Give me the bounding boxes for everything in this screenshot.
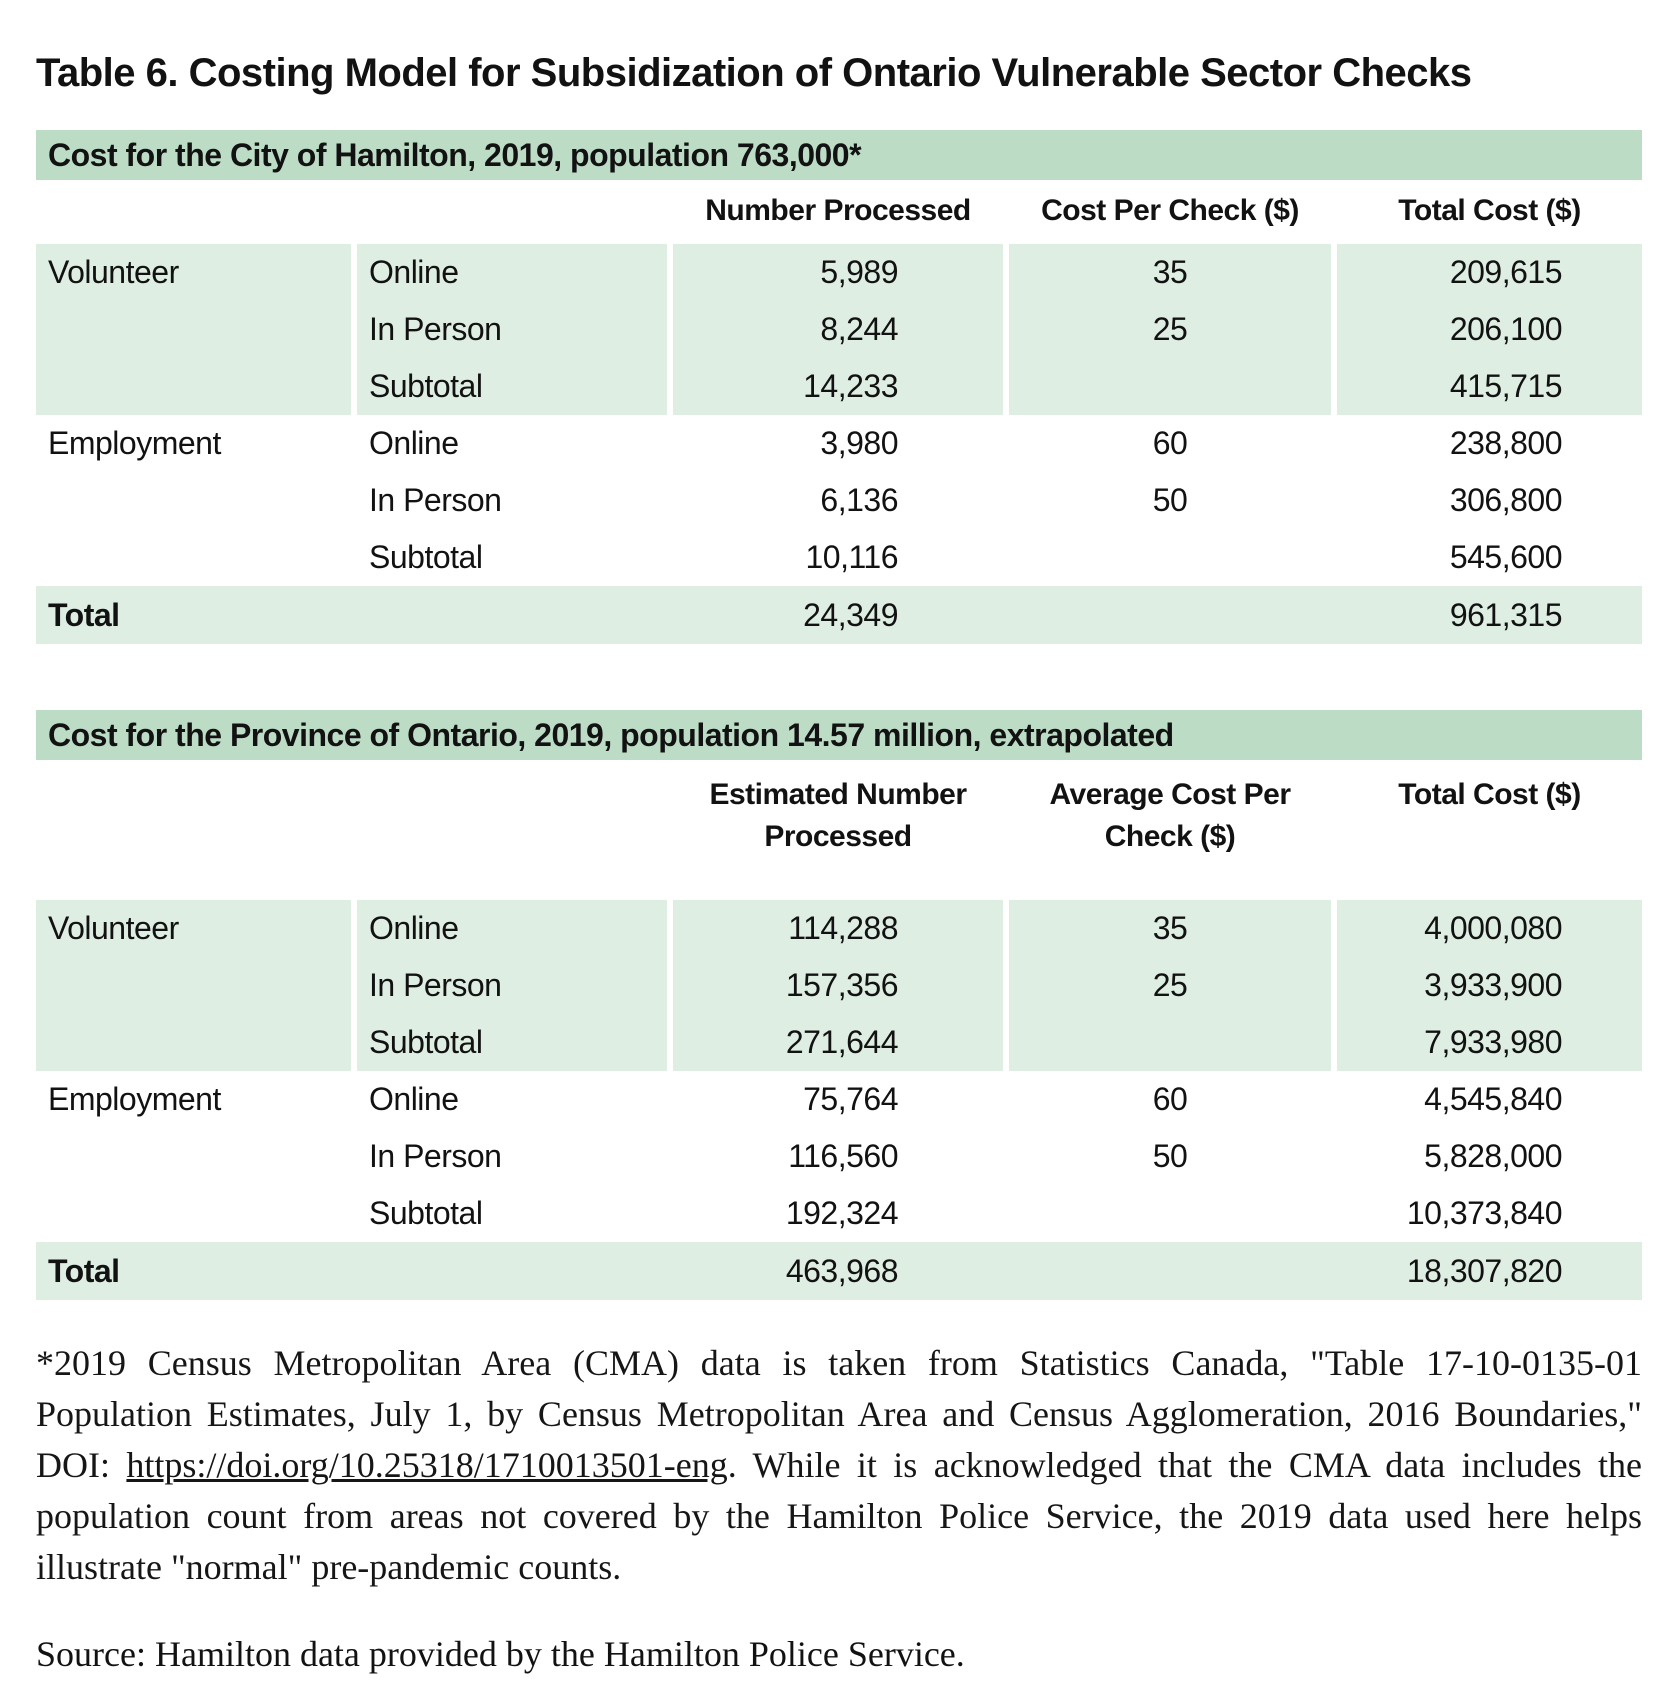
- number-processed-value: 14,233: [673, 358, 1003, 415]
- total-cost-value: 238,800: [1337, 415, 1642, 472]
- column-header-row: [36, 180, 1642, 244]
- column-header-average-cost-per-check: Average Cost Per Check ($): [1049, 778, 1291, 853]
- total-number-processed: 463,968: [785, 1252, 898, 1289]
- cost-per-check-value: [1009, 1014, 1331, 1071]
- number-processed-value: 5,989: [673, 244, 1003, 301]
- cost-per-check-value: 35: [1009, 900, 1331, 957]
- cost-per-check-value: 60: [1009, 415, 1331, 472]
- number-processed-value: 6,136: [673, 472, 1003, 529]
- cost-per-check-value: 35: [1009, 244, 1331, 301]
- total-cost-value: 4,545,840: [1337, 1071, 1642, 1128]
- category-label: Volunteer: [36, 244, 351, 415]
- total-total-cost: 961,315: [1449, 596, 1562, 633]
- column-header-total-cost: Total Cost ($): [1398, 194, 1581, 227]
- total-cost-value: 545,600: [1337, 529, 1642, 586]
- cost-per-check-value: [1009, 1185, 1331, 1242]
- column-header-number-processed: Number Processed: [705, 194, 971, 227]
- number-processed-value: 271,644: [673, 1014, 1003, 1071]
- number-processed-value: 10,116: [673, 529, 1003, 586]
- number-processed-value: 3,980: [673, 415, 1003, 472]
- total-cost-value: 7,933,980: [1337, 1014, 1642, 1071]
- employment-group: [36, 415, 1642, 586]
- channel-label: Online: [357, 900, 667, 957]
- page-title: Table 6. Costing Model for Subsidization of Ontario Vulnerable Sector Checks: [36, 51, 1472, 95]
- volunteer-group: [36, 900, 1642, 1071]
- category-label: Employment: [36, 415, 351, 586]
- cost-per-check-value: [1009, 358, 1331, 415]
- channel-label: Online: [357, 244, 667, 301]
- column-header-cost-per-check: Cost Per Check ($): [1041, 194, 1299, 227]
- column-header-row: [36, 760, 1642, 900]
- footnote-after-link: . While it is acknowledged that the CMA data includes the population count from areas not covered by the Hamilton Police Service, the 2019 data used here helps illustrate "normal" pre-pandemic counts.: [36, 1445, 1642, 1587]
- cost-per-check-value: 25: [1009, 957, 1331, 1014]
- volunteer-group: [36, 244, 1642, 415]
- channel-label: In Person: [357, 957, 667, 1014]
- number-processed-value: 157,356: [673, 957, 1003, 1014]
- category-label: Employment: [36, 1071, 351, 1242]
- column-header-estimated-number-processed: Estimated Number Processed: [709, 778, 967, 853]
- channel-label: Subtotal: [357, 1014, 667, 1071]
- section-header-hamilton: Cost for the City of Hamilton, 2019, population 763,000*: [36, 130, 1642, 180]
- total-cost-value: 206,100: [1337, 301, 1642, 358]
- total-cost-value: 209,615: [1337, 244, 1642, 301]
- cost-per-check-value: 50: [1009, 472, 1331, 529]
- number-processed-value: 8,244: [673, 301, 1003, 358]
- channel-label: In Person: [357, 301, 667, 358]
- total-label: Total: [48, 596, 120, 633]
- channel-label: Subtotal: [357, 358, 667, 415]
- ontario-cost-table: [36, 710, 1642, 1300]
- total-cost-value: 4,000,080: [1337, 900, 1642, 957]
- channel-label: Subtotal: [357, 1185, 667, 1242]
- total-cost-value: 5,828,000: [1337, 1128, 1642, 1185]
- number-processed-value: 192,324: [673, 1185, 1003, 1242]
- footnote-text: [36, 1338, 1642, 1593]
- channel-label: Online: [357, 1071, 667, 1128]
- cost-per-check-value: 25: [1009, 301, 1331, 358]
- total-cost-value: 10,373,840: [1337, 1185, 1642, 1242]
- channel-label: In Person: [357, 1128, 667, 1185]
- channel-label: Subtotal: [357, 529, 667, 586]
- total-cost-value: 3,933,900: [1337, 957, 1642, 1014]
- total-cost-value: 415,715: [1337, 358, 1642, 415]
- channel-label: Online: [357, 415, 667, 472]
- cost-per-check-value: [1009, 529, 1331, 586]
- hamilton-cost-table: [36, 130, 1642, 644]
- total-total-cost: 18,307,820: [1406, 1252, 1562, 1289]
- total-row: [36, 1242, 1642, 1300]
- doi-link[interactable]: https://doi.org/10.25318/1710013501-eng: [126, 1445, 728, 1485]
- category-label: Volunteer: [36, 900, 351, 1071]
- column-header-total-cost: Total Cost ($): [1398, 778, 1581, 811]
- total-label: Total: [48, 1252, 120, 1289]
- section-header-ontario: Cost for the Province of Ontario, 2019, population 14.57 million, extrapolated: [36, 710, 1642, 760]
- number-processed-value: 75,764: [673, 1071, 1003, 1128]
- total-cost-value: 306,800: [1337, 472, 1642, 529]
- number-processed-value: 116,560: [673, 1128, 1003, 1185]
- cost-per-check-value: 60: [1009, 1071, 1331, 1128]
- footnote-before-link: *2019 Census Metropolitan Area (CMA) data is taken from Statistics Canada, "Table 17-10-0135-01 Population Estimates, July 1, by Census Metropolitan Area and Census Agglomeration, 2016 Boundaries," DOI:: [36, 1343, 1642, 1485]
- channel-label: In Person: [357, 472, 667, 529]
- total-number-processed: 24,349: [803, 596, 898, 633]
- number-processed-value: 114,288: [673, 900, 1003, 957]
- cost-per-check-value: 50: [1009, 1128, 1331, 1185]
- total-row: [36, 586, 1642, 644]
- employment-group: [36, 1071, 1642, 1242]
- source-text: Source: Hamilton data provided by the Hamilton Police Service.: [36, 1634, 965, 1674]
